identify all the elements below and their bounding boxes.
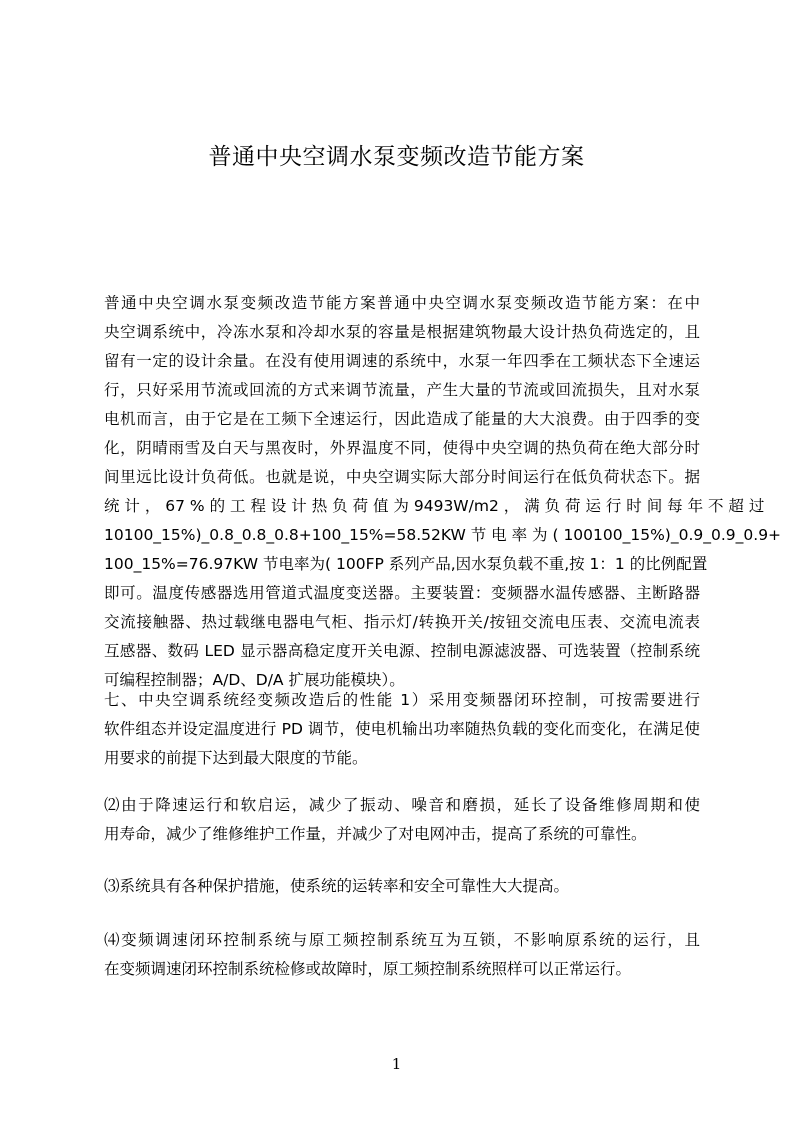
paragraph-5 xyxy=(104,926,700,984)
text-line: 可编程控制器；A/D、D/A 扩展功能模块）。 xyxy=(104,671,405,689)
paragraph-3 xyxy=(104,791,700,849)
text-line: 用要求的前提下达到最大限度的节能。 xyxy=(104,749,368,767)
text-line: ⑵由于降速运行和软启运，减少了振动、噪音和磨损，延长了设备维修周期和使 xyxy=(104,796,700,814)
text-line: 行，只好采用节流或回流的方式来调节流量，产生大量的节流或回流损失，且对水泵 xyxy=(104,381,700,399)
text-line: 央空调系统中，冷冻水泵和冷却水泵的容量是根据建筑物最大设计热负荷选定的，且 xyxy=(104,323,700,341)
text-line: 交流接触器、热过载继电器电气柜、指示灯/转换开关/按钮交流电压表、交流电流表 xyxy=(104,613,700,631)
text-line: 10100_15%)_0.8_0.8_0.8+100_15%=58.52KW 节 电 率 为 ( 100100_15%)_0.9_0.9_0.9+ xyxy=(104,526,782,544)
text-line: ⑶系统具有各种保护措施，使系统的运转率和安全可靠性大大提高。 xyxy=(104,877,570,895)
text-line: 互感器、数码 LED 显示器高稳定度开关电源、控制电源滤波器、可选装置（控制系统 xyxy=(104,642,700,660)
document-title: 普通中央空调水泵变频改造节能方案 xyxy=(208,144,585,170)
text-line: 化，阴晴雨雪及白天与黑夜时，外界温度不同，使得中央空调的热负荷在绝大部分时 xyxy=(104,439,700,457)
text-line: 普通中央空调水泵变频改造节能方案普通中央空调水泵变频改造节能方案：在中 xyxy=(104,294,700,312)
text-line: 间里远比设计负荷低。也就是说，中央空调实际大部分时间运行在低负荷状态下。据 xyxy=(104,468,700,486)
paragraph-4 xyxy=(104,872,700,901)
paragraph-1 xyxy=(104,289,782,695)
text-line: 100_15%=76.97KW 节电率为( 100FP 系列产品,因水泵负载不重,按 1：1 的比例配置 xyxy=(104,555,708,573)
text-line: 即可。温度传感器选用管道式温度变送器。主要装置：变频器水温传感器、主断路器 xyxy=(104,584,700,602)
text-line: 统 计 ， 67 % 的 工 程 设 计 热 负 荷 值 为 9493W/m2 ， 满 负 荷 运 行 时 间 每 年 不 超 过 xyxy=(104,497,765,515)
text-line: 在变频调速闭环控制系统检修或故障时，原工频控制系统照样可以正常运行。 xyxy=(104,960,632,978)
text-line: 七、中央空调系统经变频改造后的性能 1）采用变频器闭环控制，可按需要进行 xyxy=(104,691,700,709)
text-line: 电机而言，由于它是在工频下全速运行，因此造成了能量的大大浪费。由于四季的变 xyxy=(104,410,700,428)
text-line: 用寿命，减少了维修维护工作量，并减少了对电网冲击，提高了系统的可靠性。 xyxy=(104,825,647,843)
text-line: 软件组态并设定温度进行 PD 调节，使电机输出功率随热负载的变化而变化，在满足使 xyxy=(104,720,700,738)
text-line: 留有一定的设计余量。在没有使用调速的系统中，水泵一年四季在工频状态下全速运 xyxy=(104,352,700,370)
paragraph-2 xyxy=(104,686,700,773)
page-number: 1 xyxy=(391,1055,402,1073)
text-line: ⑷变频调速闭环控制系统与原工频控制系统互为互锁，不影响原系统的运行，且 xyxy=(104,931,700,949)
